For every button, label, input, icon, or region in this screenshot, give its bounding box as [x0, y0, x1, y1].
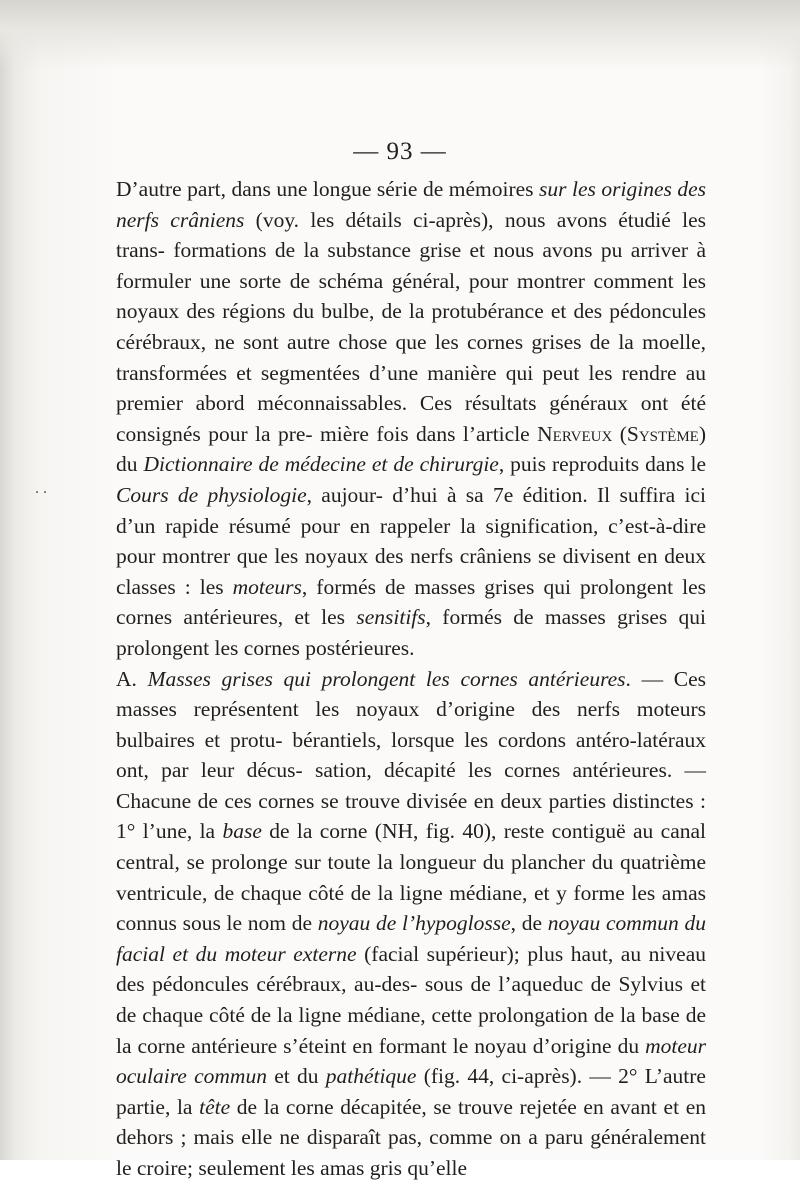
- italic-text: noyau de l’hypoglosse: [317, 911, 511, 936]
- text-run: (voy. les détails ci-après), nous avons étudié les trans- formations de la substance grise et nous avons pu arriver à formuler une sorte de schéma général, pour montrer comment les noyaux des régions du bulbe, de la protubérance et des pédoncules cérébraux, ne sont autre chose que les cornes grises de la moelle, transformées et segmentées d’une manière qui peut les rendre au premier abord méconnaissables. Ces résultats généraux ont été consignés pour la pre- mière fois dans l’article: [116, 207, 706, 446]
- text-run: (fig. 44, ci-après). — 2° L’autre partie, la: [116, 1064, 706, 1119]
- italic-text: base: [222, 819, 262, 844]
- text-run: de la corne (NH, fig. 40), reste contiguë au canal central, se prolonge sur toute la longueur du plancher du quatrième ventricule, de chaque côté de la ligne médiane, et y forme les amas connus sous le nom de: [116, 819, 706, 936]
- text-run: , formés de masses grises qui prolongent les cornes postérieures.: [116, 605, 706, 660]
- body-text: [116, 174, 706, 1184]
- italic-text: sensitifs: [356, 605, 426, 630]
- text-run: , puis reproduits dans le: [498, 452, 706, 477]
- italic-text: Masses grises qui prolongent les cornes antérieures: [147, 666, 626, 691]
- text-run: (facial supérieur); plus haut, au niveau des pédoncules cérébraux, au-des- sous de l’aqueduc de Sylvius et de chaque côté de la ligne médiane, cette prolongation de la base de la corne antérieure s’éteint en formant le noyau d’origine du: [116, 941, 706, 1058]
- small-caps-text: Nerveux (Système): [537, 421, 706, 446]
- text-run: , formés de masses grises qui prolongent les cornes antérieures, et les: [116, 574, 706, 630]
- paragraph-2: [116, 664, 706, 1184]
- italic-text: moteur oculaire commun: [116, 1033, 706, 1089]
- text-run: . — Ces masses représentent les noyaux d’origine des nerfs moteurs bulbaires et protu- bérantiels, lorsque les cordons antéro-latéraux ont, par leur décus- sation, décapité les cornes antérieures. — Chacune de ces cornes se trouve divisée en deux parties distinctes : 1° l’une, la: [116, 666, 706, 844]
- text-run: , de: [510, 911, 548, 936]
- italic-text: pathétique: [325, 1064, 417, 1089]
- text-run: , aujour- d’hui à sa 7e édition. Il suffira ici d’un rapide résumé pour en rappeler la signification, c’est-à-dire pour montrer que les noyaux des nerfs crâniens se divisent en deux classes : les: [116, 482, 706, 599]
- italic-text: noyau commun du facial et du moteur externe: [116, 911, 706, 966]
- italic-text: tête: [199, 1094, 231, 1119]
- text-run: de la corne décapitée, se trouve rejetée en avant et en dehors ; mais elle ne disparaît pas, comme on a paru généralement le croire; seulement les amas gris qu’elle: [116, 1094, 706, 1180]
- scan-shadow: [0, 0, 800, 70]
- text-run: du: [116, 452, 144, 477]
- page-number: — 93 —: [353, 138, 447, 165]
- text-run: A.: [116, 666, 148, 691]
- italic-text: Dictionnaire de médecine et de chirurgie: [143, 452, 499, 477]
- text-run: D’autre part, dans une longue série de mémoires: [116, 177, 540, 201]
- margin-mark: . .: [35, 480, 47, 497]
- text-run: et du: [266, 1064, 326, 1089]
- italic-text: sur les origines des nerfs crâniens: [116, 177, 707, 232]
- italic-text: moteurs: [232, 574, 302, 599]
- italic-text: Cours de physiologie: [116, 482, 307, 507]
- paragraph-1: [116, 174, 706, 664]
